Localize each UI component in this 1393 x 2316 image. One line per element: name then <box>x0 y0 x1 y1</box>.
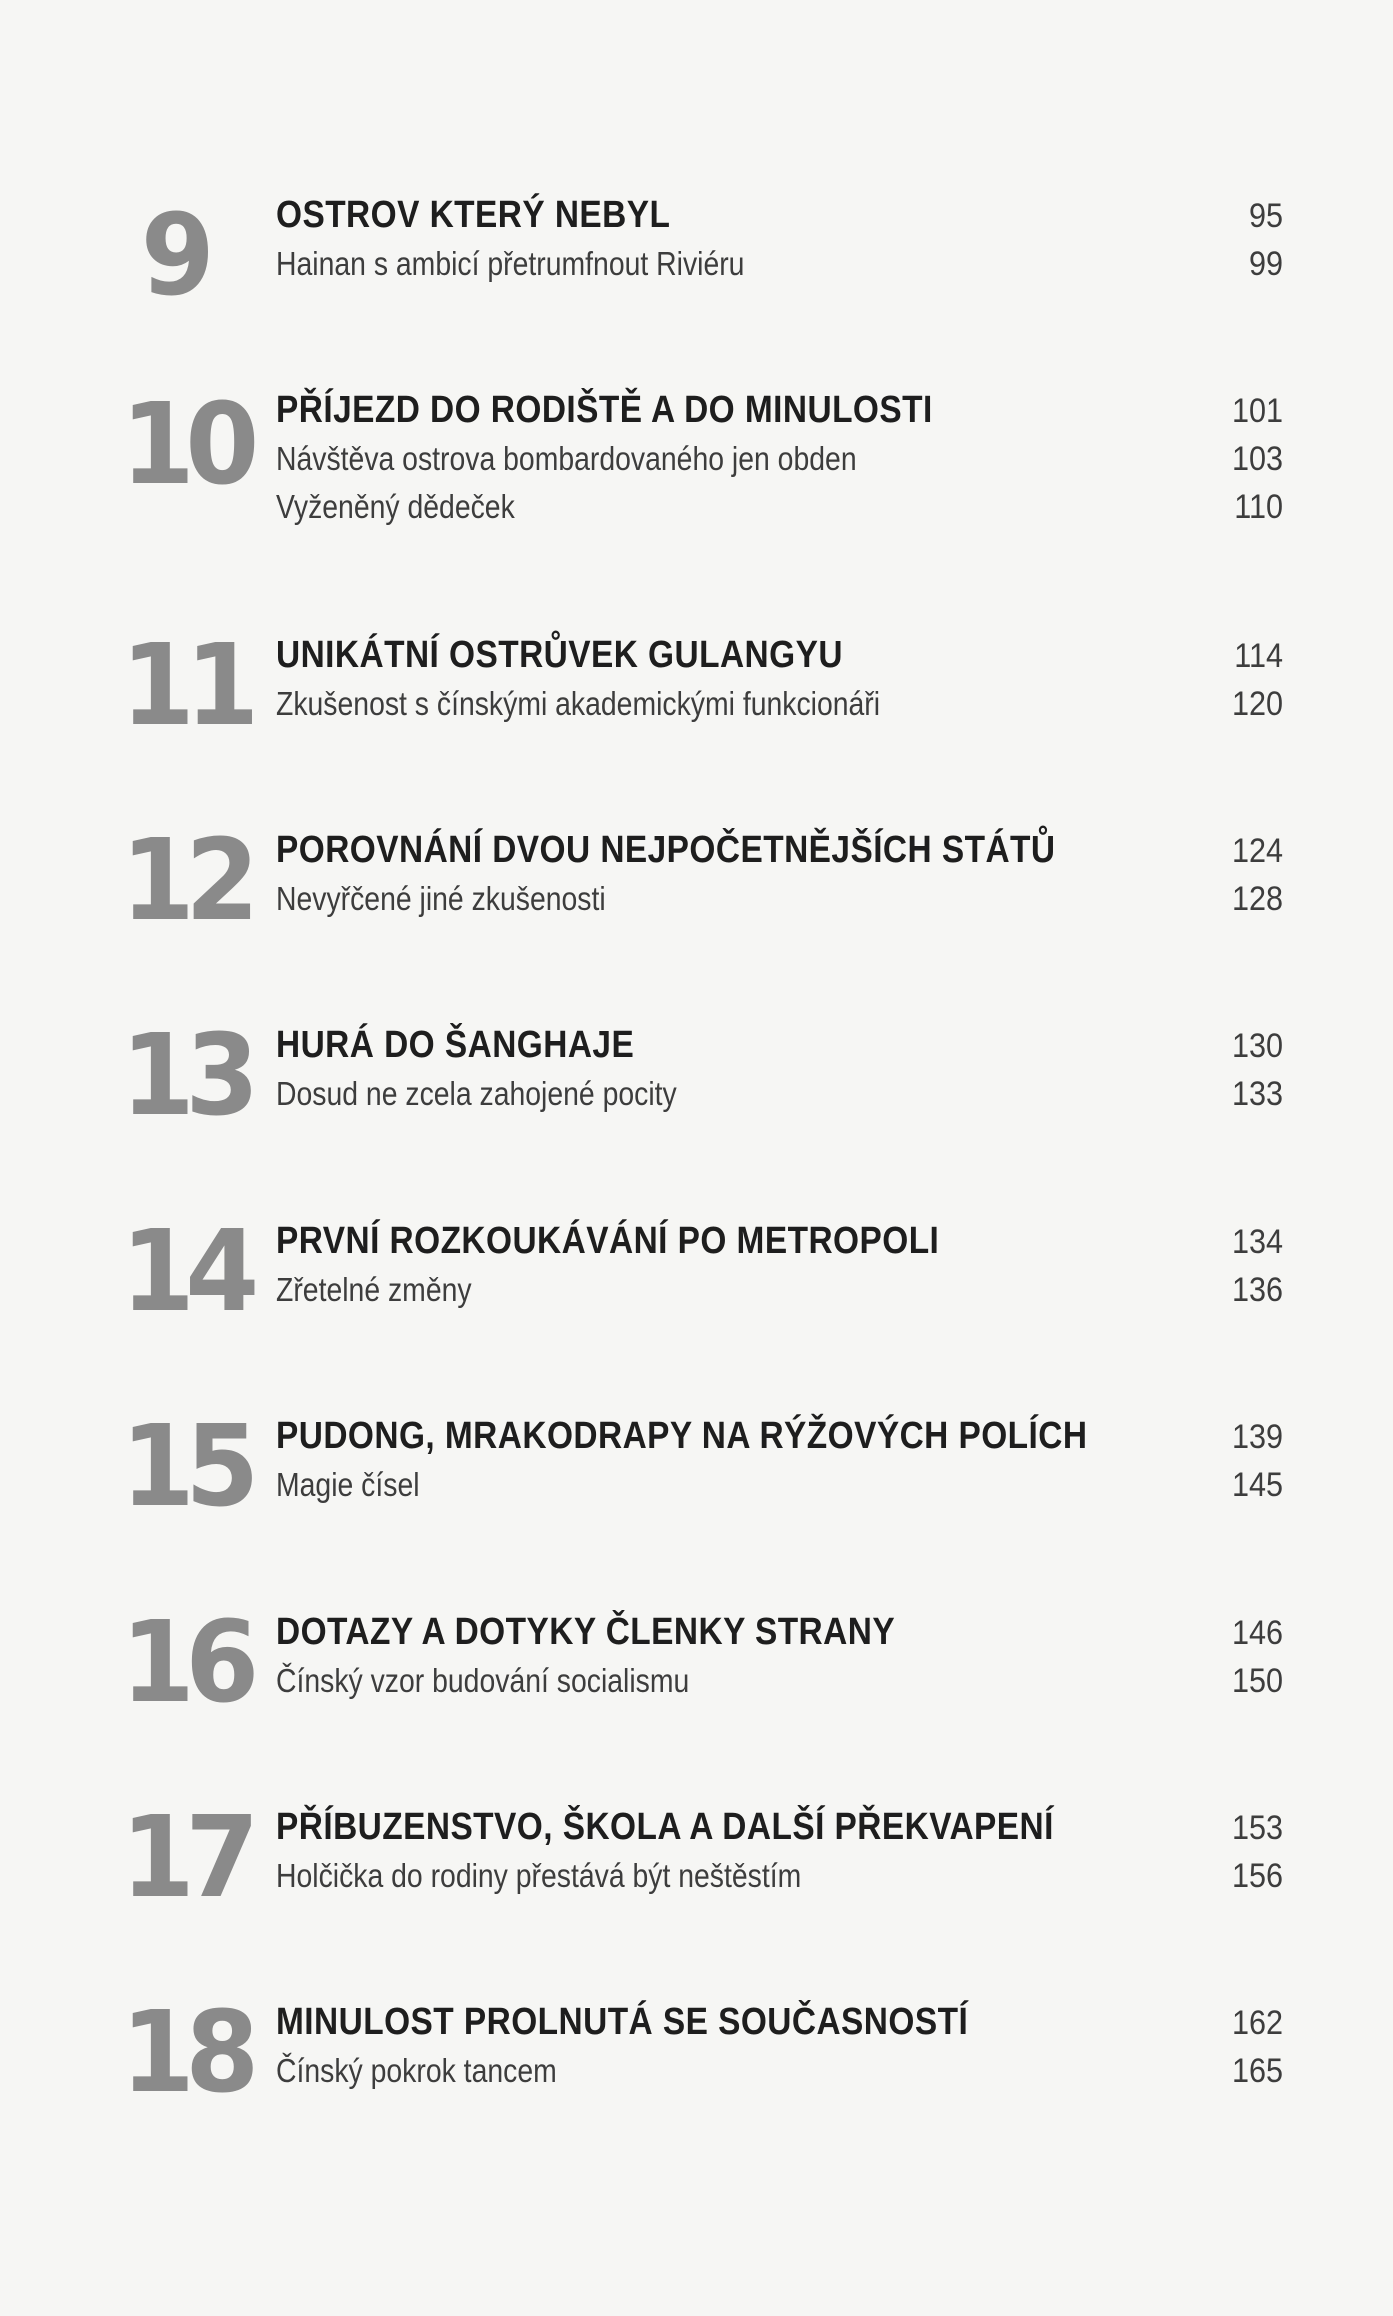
page-number: 146 <box>1231 1614 1283 1652</box>
section-entry[interactable]: Hainan s ambicí přetrumfnout Riviéru <box>276 245 745 282</box>
section-entry[interactable]: Nevyřčené jiné zkušenosti <box>276 880 606 917</box>
chapter-number: 10 <box>120 380 250 510</box>
chapter-title[interactable]: OSTROV KTERÝ NEBYL <box>276 194 671 236</box>
chapter-number: 17 <box>120 1793 250 1923</box>
page-number: 165 <box>1231 2052 1283 2090</box>
page-number: 124 <box>1231 832 1283 870</box>
page-number: 101 <box>1231 392 1283 430</box>
page-number: 162 <box>1231 2004 1283 2042</box>
chapter-title[interactable]: DOTAZY A DOTYKY ČLENKY STRANY <box>276 1611 896 1653</box>
section-entry[interactable]: Čínský vzor budování socialismu <box>276 1662 690 1699</box>
chapter-number: 18 <box>120 1988 250 2118</box>
chapter-number: 15 <box>120 1402 250 1532</box>
page-number: 139 <box>1231 1418 1283 1456</box>
chapter-number: 16 <box>120 1598 250 1728</box>
chapter-number: 11 <box>120 621 250 751</box>
page-number: 145 <box>1231 1466 1283 1504</box>
section-entry[interactable]: Zřetelné změny <box>276 1271 472 1308</box>
section-entry[interactable]: Holčička do rodiny přestává být neštěstím <box>276 1857 802 1894</box>
section-entry[interactable]: Vyženěný dědeček <box>276 488 515 525</box>
chapter-number: 9 <box>140 191 206 321</box>
page-number: 114 <box>1234 637 1283 675</box>
page-number: 134 <box>1231 1223 1283 1261</box>
section-entry[interactable]: Magie čísel <box>276 1466 420 1503</box>
chapter-title[interactable]: PUDONG, MRAKODRAPY NA RÝŽOVÝCH POLÍCH <box>276 1415 1088 1457</box>
chapter-number: 12 <box>120 816 250 946</box>
chapter-title[interactable]: PŘÍBUZENSTVO, ŠKOLA A DALŠÍ PŘEKVAPENÍ <box>276 1806 1054 1848</box>
page-number: 95 <box>1248 197 1283 235</box>
section-entry[interactable]: Návštěva ostrova bombardovaného jen obden <box>276 440 857 477</box>
page-number: 128 <box>1231 880 1283 918</box>
chapter-title[interactable]: POROVNÁNÍ DVOU NEJPOČETNĚJŠÍCH STÁTŮ <box>276 829 1056 871</box>
chapter-title[interactable]: UNIKÁTNÍ OSTRŮVEK GULANGYU <box>276 634 843 676</box>
section-entry[interactable]: Dosud ne zcela zahojené pocity <box>276 1075 677 1112</box>
chapter-title[interactable]: HURÁ DO ŠANGHAJE <box>276 1024 635 1066</box>
section-entry[interactable]: Zkušenost s čínskými akademickými funkcionáři <box>276 685 881 722</box>
page-number: 130 <box>1231 1027 1283 1065</box>
chapter-title[interactable]: PŘÍJEZD DO RODIŠTĚ A DO MINULOSTI <box>276 389 933 431</box>
page-number: 150 <box>1231 1662 1283 1700</box>
section-entry[interactable]: Čínský pokrok tancem <box>276 2052 557 2089</box>
chapter-title[interactable]: MINULOST PROLNUTÁ SE SOUČASNOSTÍ <box>276 2001 969 2043</box>
chapter-number: 14 <box>120 1207 250 1337</box>
page-number: 136 <box>1231 1271 1283 1309</box>
chapter-number: 13 <box>120 1011 250 1141</box>
page-number: 133 <box>1231 1075 1283 1113</box>
page-number: 120 <box>1231 685 1283 723</box>
page-number: 156 <box>1231 1857 1283 1895</box>
chapter-title[interactable]: PRVNÍ ROZKOUKÁVÁNÍ PO METROPOLI <box>276 1220 940 1262</box>
page-number: 99 <box>1248 245 1283 283</box>
page-number: 153 <box>1231 1809 1283 1847</box>
page-number: 103 <box>1231 440 1283 478</box>
page-number: 110 <box>1234 488 1283 526</box>
